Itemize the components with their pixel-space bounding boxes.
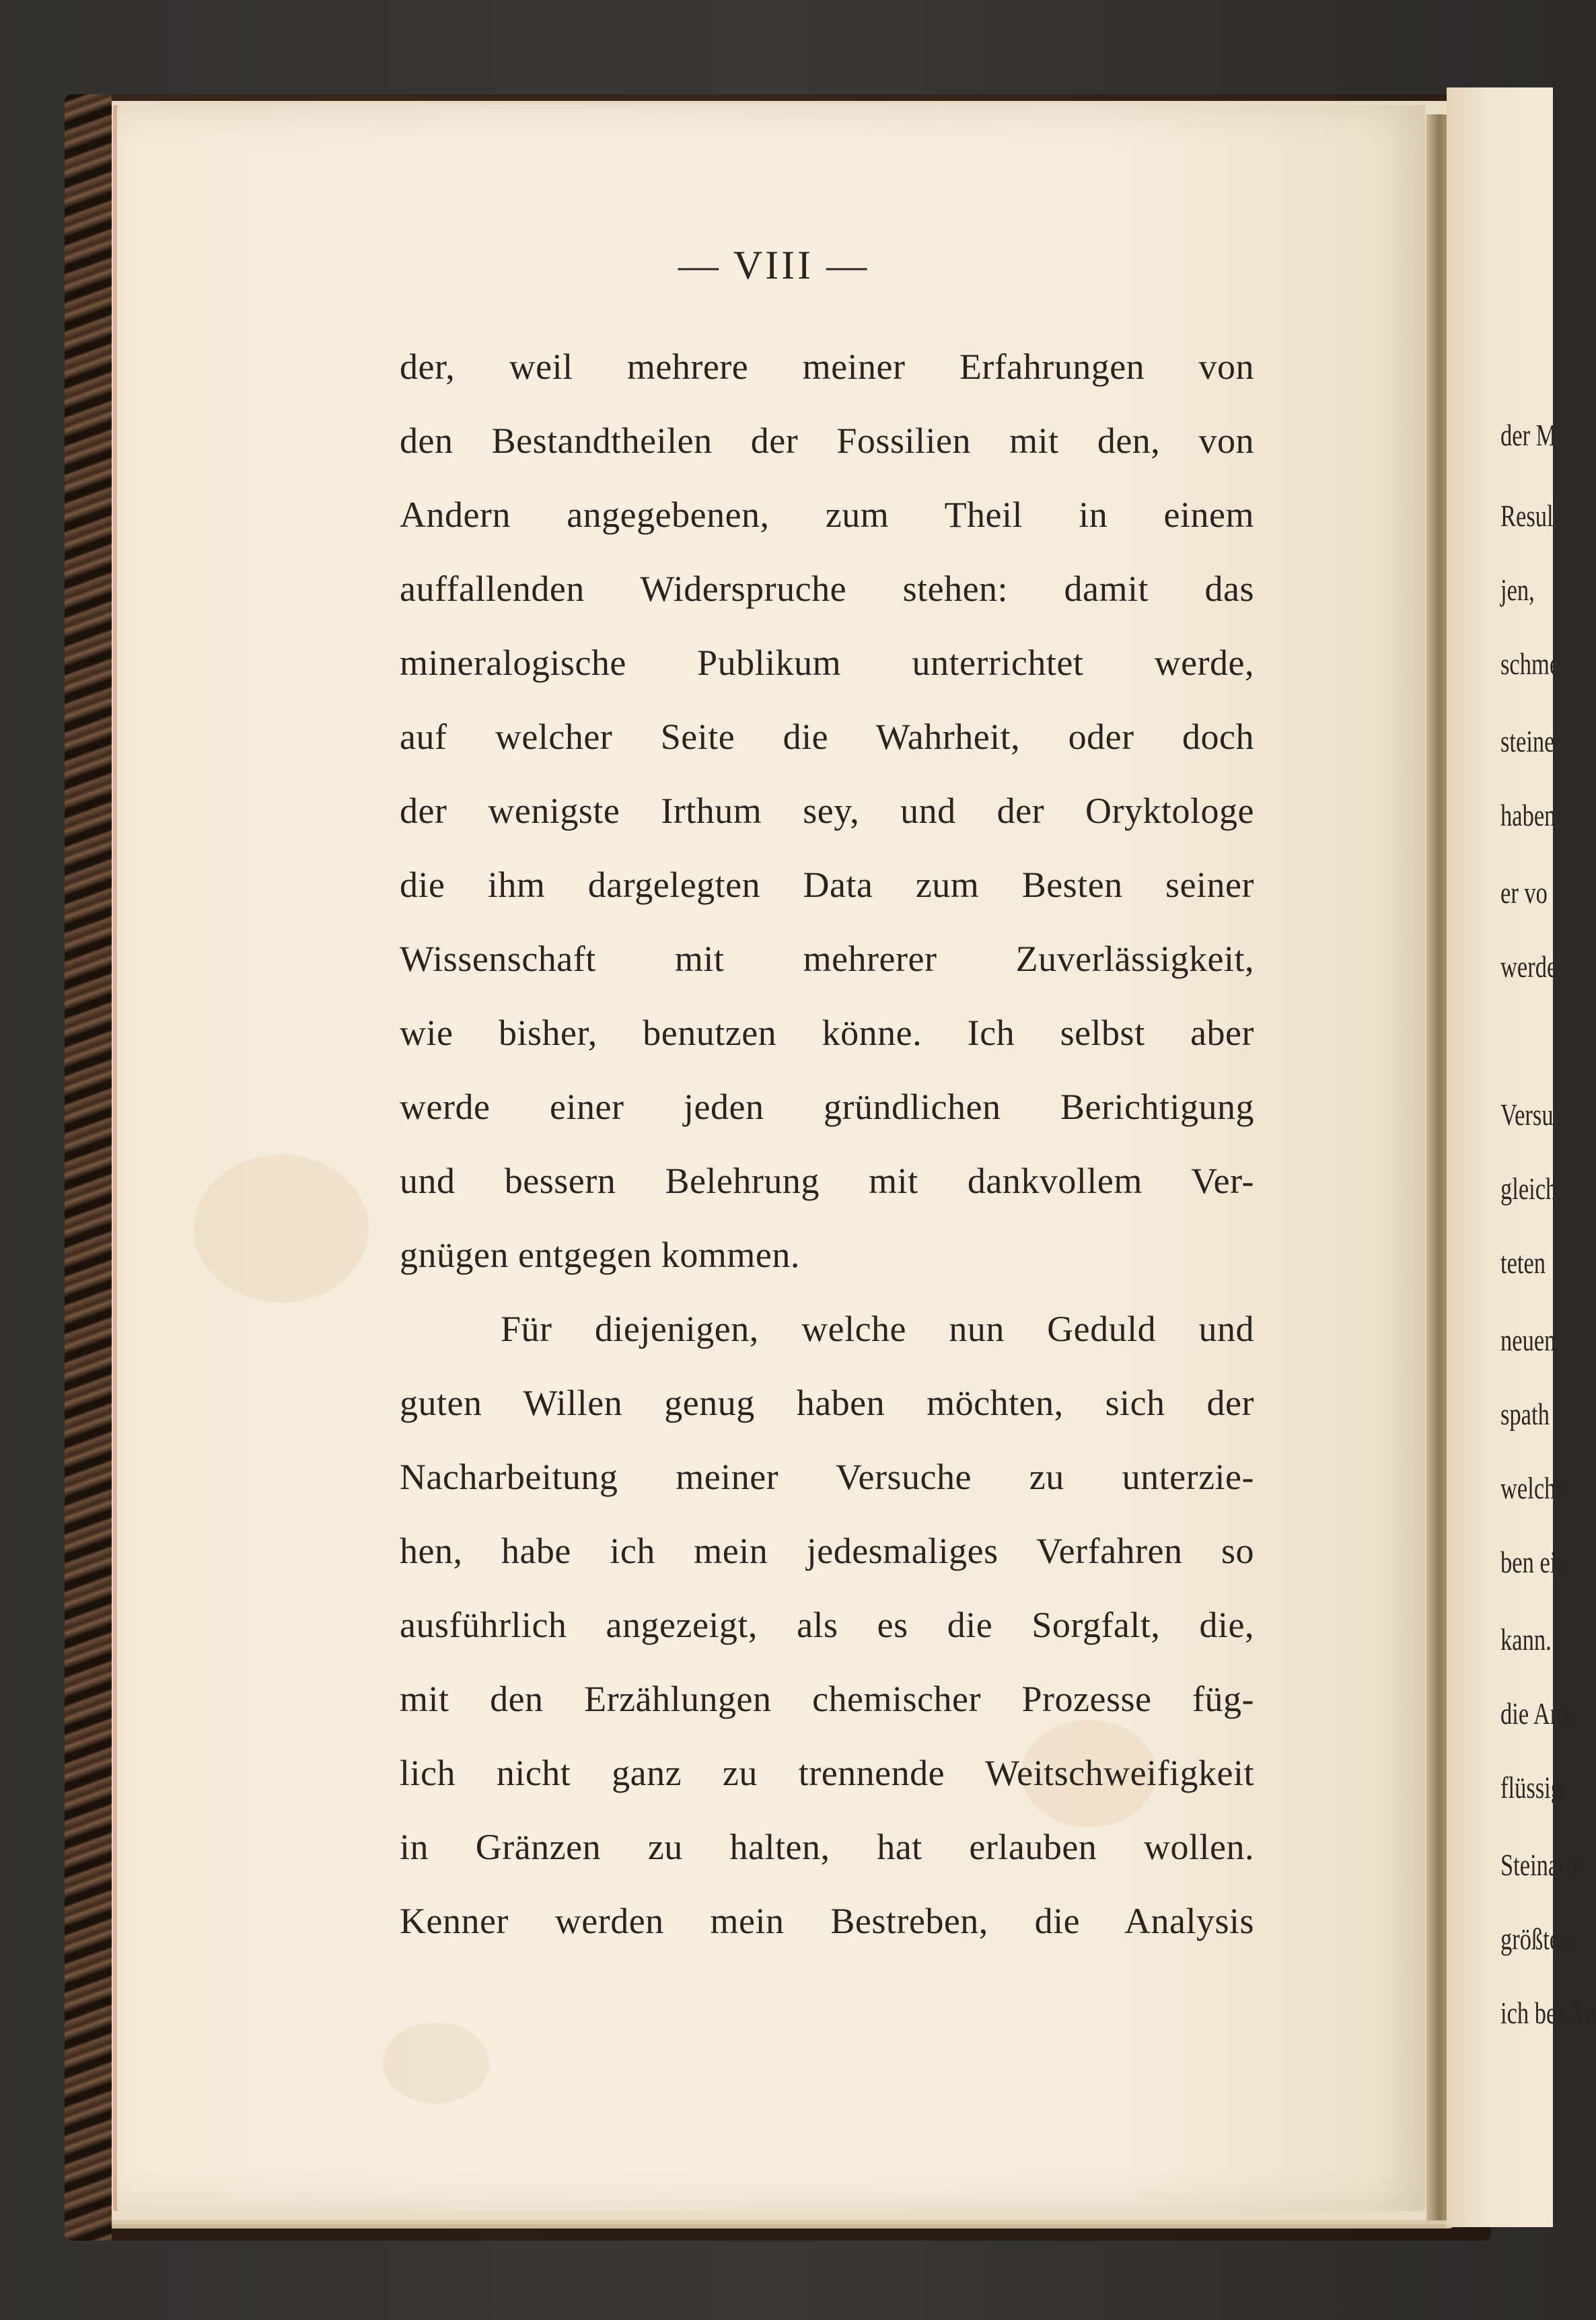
- right-page-fragment: teten: [1500, 1245, 1546, 1280]
- right-page: [1447, 87, 1596, 2227]
- body-text: [400, 330, 1254, 1958]
- right-page-fragment: haben: [1500, 798, 1556, 832]
- right-page-fragment: Resul: [1500, 499, 1554, 533]
- right-page-fragment: steine: [1500, 724, 1555, 758]
- text-line: gnügen entgegen kommen.: [400, 1235, 800, 1275]
- right-page-fragment: gleich: [1500, 1171, 1558, 1206]
- text-line: in Gränzen zu halten, hat erlauben wollen.: [400, 1827, 1254, 1867]
- right-page-fragment: ben ein: [1500, 1545, 1568, 1579]
- right-page-fragment: welche: [1500, 1471, 1566, 1505]
- text-line: auffallenden Widerspruche stehen: damit das: [400, 569, 1254, 609]
- page-number-header: — VIII —: [678, 243, 870, 287]
- right-page-fragment: kann.: [1500, 1622, 1552, 1657]
- marbled-board: [65, 94, 112, 2241]
- text-line: Für diejenigen, welche nun Geduld und: [501, 1309, 1254, 1349]
- right-page-fragment: jen,: [1500, 573, 1535, 607]
- text-line: den Bestandtheilen der Fossilien mit den, von: [400, 421, 1254, 461]
- right-page-fragment: ich bei An: [1500, 1996, 1596, 2030]
- text-line: Kenner werden mein Bestreben, die Analysis: [400, 1901, 1254, 1941]
- foxing-stain: [382, 2023, 490, 2103]
- text-line: mineralogische Publikum unterrichtet werde,: [400, 643, 1254, 683]
- text-line: ausführlich angezeigt, als es die Sorgfalt, die,: [400, 1605, 1254, 1645]
- text-line: lich nicht ganz zu trennende Weitschweifigkeit: [400, 1753, 1254, 1793]
- right-page-fragment: schme: [1500, 647, 1560, 681]
- text-line: mit den Erzählungen chemischer Prozesse füg-: [400, 1679, 1254, 1719]
- text-line: hen, habe ich mein jedesmaliges Verfahren so: [400, 1531, 1254, 1571]
- right-page-fragment: die Anw: [1500, 1696, 1579, 1731]
- text-line: werde einer jeden gründlichen Berichtigung: [400, 1087, 1254, 1127]
- text-line: Andern angegebenen, zum Theil in einem: [400, 495, 1254, 535]
- right-page-fragment: Versu: [1500, 1097, 1554, 1132]
- text-line: und bessern Belehrung mit dankvollem Ver-: [400, 1161, 1254, 1201]
- text-line: wie bisher, benutzen könne. Ich selbst aber: [400, 1013, 1254, 1053]
- right-page-fragment: größten: [1500, 1922, 1572, 1956]
- right-page-fragment: flüssig: [1500, 1770, 1563, 1805]
- text-line: die ihm dargelegten Data zum Besten seiner: [400, 865, 1254, 905]
- text-line: der, weil mehrere meiner Erfahrungen von: [400, 347, 1254, 387]
- right-page-fragment: Steinarte: [1500, 1848, 1583, 1882]
- text-line: auf welcher Seite die Wahrheit, oder doch: [400, 717, 1254, 757]
- text-line: der wenigste Irthum sey, und der Oryktologe: [400, 791, 1254, 831]
- right-page-fragment: spath: [1500, 1397, 1550, 1431]
- text-line: Nacharbeitung meiner Versuche zu unterzie-: [400, 1457, 1254, 1497]
- foxing-stain: [194, 1155, 369, 1303]
- text-line: guten Willen genug haben möchten, sich der: [400, 1383, 1254, 1423]
- right-page-fragment: der M: [1500, 418, 1557, 452]
- right-page-fragment: werde: [1500, 949, 1558, 984]
- right-page-fragment: er vo: [1500, 875, 1548, 910]
- text-line: Wissenschaft mit mehrerer Zuverlässigkeit,: [400, 939, 1254, 979]
- right-page-fragment: neuen: [1500, 1323, 1556, 1357]
